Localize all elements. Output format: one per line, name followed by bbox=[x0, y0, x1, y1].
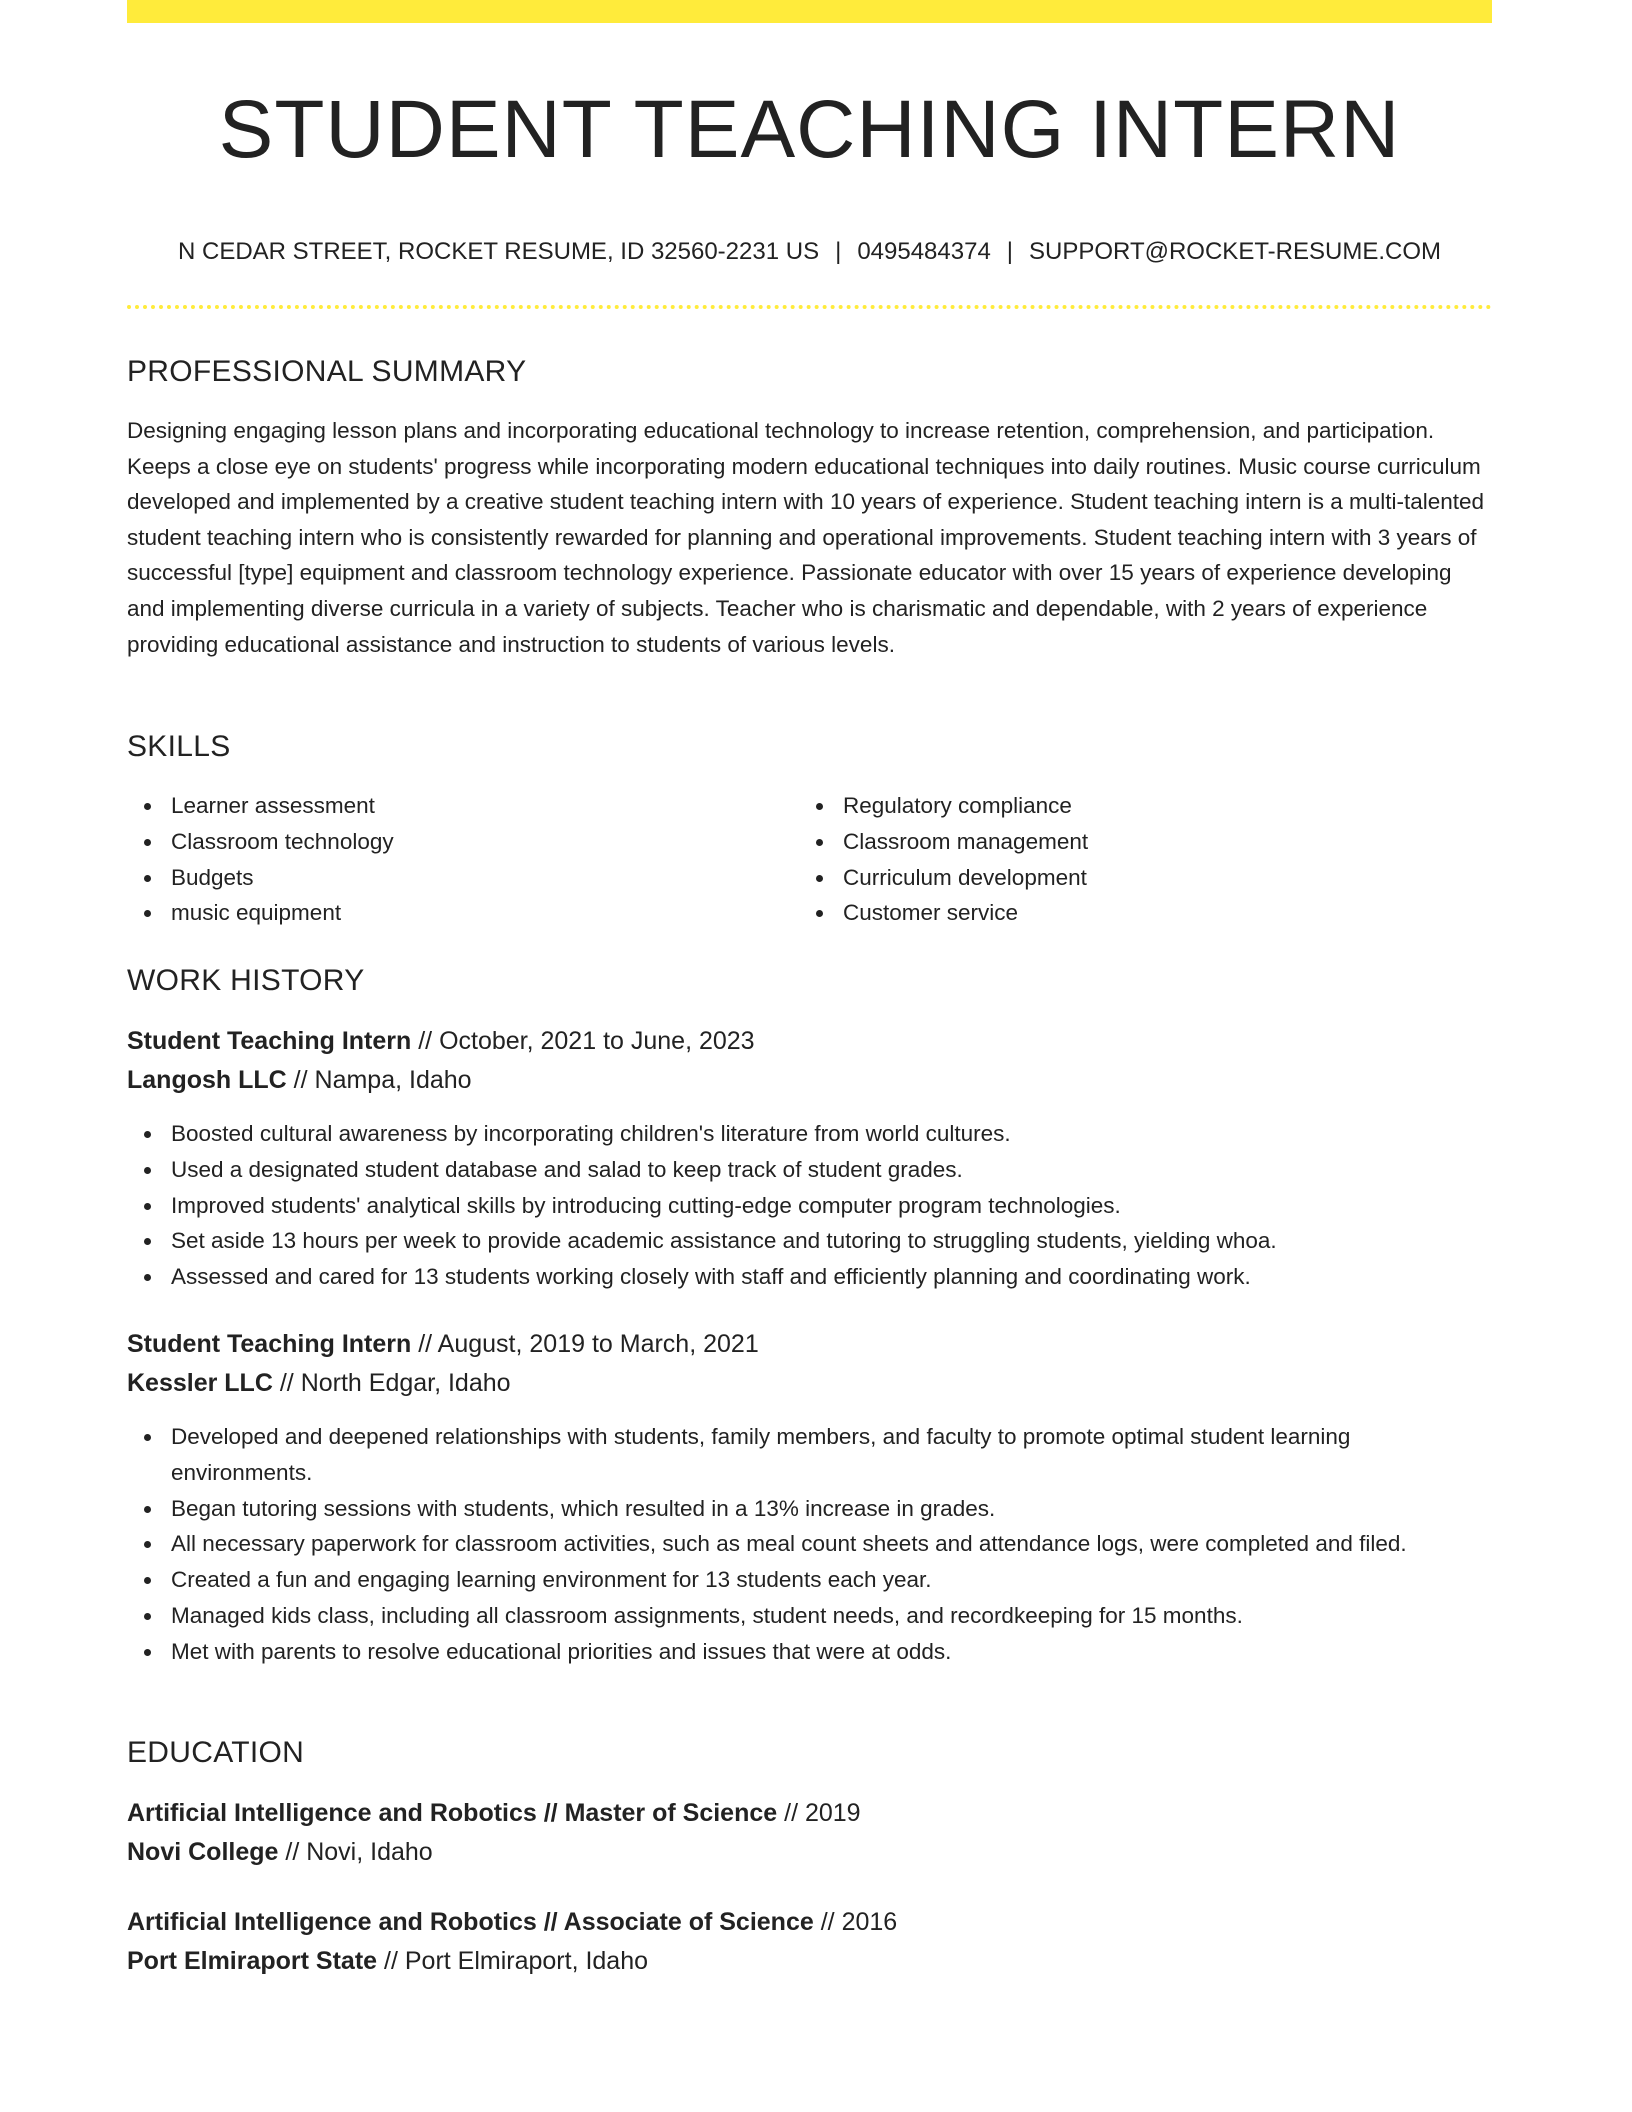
job-bullet: Boosted cultural awareness by incorporating children's literature from world cultures. bbox=[127, 1116, 1492, 1152]
job-title-line bbox=[127, 1326, 759, 1362]
job-company-line bbox=[127, 1062, 472, 1098]
skill-item: Customer service bbox=[799, 895, 1439, 931]
summary-heading: PROFESSIONAL SUMMARY bbox=[127, 355, 527, 388]
education-degree: Artificial Intelligence and Robotics // Master of Science bbox=[127, 1799, 778, 1827]
job-bullet: Improved students' analytical skills by introducing cutting-edge computer program technologies. bbox=[127, 1188, 1492, 1224]
job-company: Langosh LLC bbox=[127, 1066, 287, 1094]
education-school-line bbox=[127, 1834, 433, 1870]
skill-item: Learner assessment bbox=[127, 788, 767, 824]
skills-heading: SKILLS bbox=[127, 730, 231, 763]
field-separator: // bbox=[272, 1369, 301, 1397]
work-heading: WORK HISTORY bbox=[127, 964, 365, 997]
contact-address: N CEDAR STREET, ROCKET RESUME, ID 32560-2231 US bbox=[177, 238, 820, 265]
job-role: Student Teaching Intern bbox=[127, 1330, 412, 1358]
education-heading: EDUCATION bbox=[127, 1736, 305, 1769]
skill-item: Curriculum development bbox=[799, 860, 1439, 896]
education-school: Port Elmiraport State bbox=[127, 1947, 378, 1975]
education-location: Novi, Idaho bbox=[306, 1838, 433, 1866]
job-location: North Edgar, Idaho bbox=[300, 1369, 511, 1397]
accent-top-bar bbox=[127, 0, 1492, 23]
education-year: 2016 bbox=[841, 1908, 898, 1936]
job-bullet: Developed and deepened relationships with students, family members, and faculty to promote optimal student learning environments. bbox=[127, 1419, 1492, 1491]
education-location: Port Elmiraport, Idaho bbox=[404, 1947, 649, 1975]
job-bullet: All necessary paperwork for classroom activities, such as meal count sheets and attendance logs, were completed and filed. bbox=[127, 1526, 1492, 1562]
field-separator: // bbox=[777, 1799, 805, 1827]
job-bullet: Used a designated student database and salad to keep track of student grades. bbox=[127, 1152, 1492, 1188]
field-separator: // bbox=[377, 1947, 405, 1975]
job-bullet: Set aside 13 hours per week to provide academic assistance and tutoring to struggling students, yielding whoa. bbox=[127, 1223, 1492, 1259]
contact-phone: 0495484374 bbox=[857, 238, 991, 265]
field-separator: // bbox=[813, 1908, 842, 1936]
job-location: Nampa, Idaho bbox=[314, 1066, 472, 1094]
job-bullet: Met with parents to resolve educational priorities and issues that were at odds. bbox=[127, 1634, 1492, 1670]
field-separator: // bbox=[411, 1027, 440, 1055]
education-degree: Artificial Intelligence and Robotics // Associate of Science bbox=[127, 1908, 814, 1936]
contact-separator: | bbox=[835, 238, 842, 265]
skills-list-right bbox=[799, 788, 1439, 931]
field-separator: // bbox=[411, 1330, 438, 1358]
skill-item: Regulatory compliance bbox=[799, 788, 1439, 824]
job-dates: August, 2019 to March, 2021 bbox=[437, 1330, 759, 1358]
job-bullet: Created a fun and engaging learning environment for 13 students each year. bbox=[127, 1562, 1492, 1598]
education-year: 2019 bbox=[804, 1799, 861, 1827]
job-bullets bbox=[127, 1116, 1492, 1295]
contact-email: SUPPORT@ROCKET-RESUME.COM bbox=[1029, 238, 1441, 265]
education-school: Novi College bbox=[127, 1838, 279, 1866]
education-school-line bbox=[127, 1943, 648, 1979]
job-company-line bbox=[127, 1365, 511, 1401]
contact-separator: | bbox=[1006, 238, 1014, 265]
job-title-line bbox=[127, 1023, 755, 1059]
education-degree-line bbox=[127, 1795, 861, 1831]
job-bullet: Managed kids class, including all classroom assignments, student needs, and recordkeeping for 15 months. bbox=[127, 1598, 1492, 1634]
contact-line bbox=[127, 236, 1492, 268]
job-dates: October, 2021 to June, 2023 bbox=[439, 1027, 755, 1055]
header-divider bbox=[127, 305, 1492, 309]
job-role: Student Teaching Intern bbox=[127, 1027, 412, 1055]
skill-item: music equipment bbox=[127, 895, 767, 931]
job-bullet: Assessed and cared for 13 students working closely with staff and efficiently planning and coordinating work. bbox=[127, 1259, 1492, 1295]
job-bullet: Began tutoring sessions with students, which resulted in a 13% increase in grades. bbox=[127, 1491, 1492, 1527]
summary-text: Designing engaging lesson plans and incorporating educational technology to increase retention, comprehension, and participation. Keeps a close eye on students' progress while incorporating modern educational techniques into daily routines. Music course curriculum developed and implemented by a creative student teaching intern with 10 years of experience. Student teaching intern is a multi-talented student teaching intern who is consistently rewarded for planning and operational improvements. Student teaching intern with 3 years of successful [type] equipment and classroom technology experience. Passionate educator with over 15 years of experience developing and implementing diverse curricula in a variety of subjects. Teacher who is charismatic and dependable, with 2 years of experience providing educational assistance and instruction to students of various levels. bbox=[127, 418, 1485, 657]
job-bullets bbox=[127, 1419, 1492, 1670]
skill-item: Classroom technology bbox=[127, 824, 767, 860]
skill-item: Classroom management bbox=[799, 824, 1439, 860]
field-separator: // bbox=[286, 1066, 315, 1094]
job-company: Kessler LLC bbox=[127, 1369, 273, 1397]
education-degree-line bbox=[127, 1904, 897, 1940]
field-separator: // bbox=[278, 1838, 307, 1866]
skill-item: Budgets bbox=[127, 860, 767, 896]
resume-name: STUDENT TEACHING INTERN bbox=[218, 84, 1401, 175]
skills-list-left bbox=[127, 788, 767, 931]
